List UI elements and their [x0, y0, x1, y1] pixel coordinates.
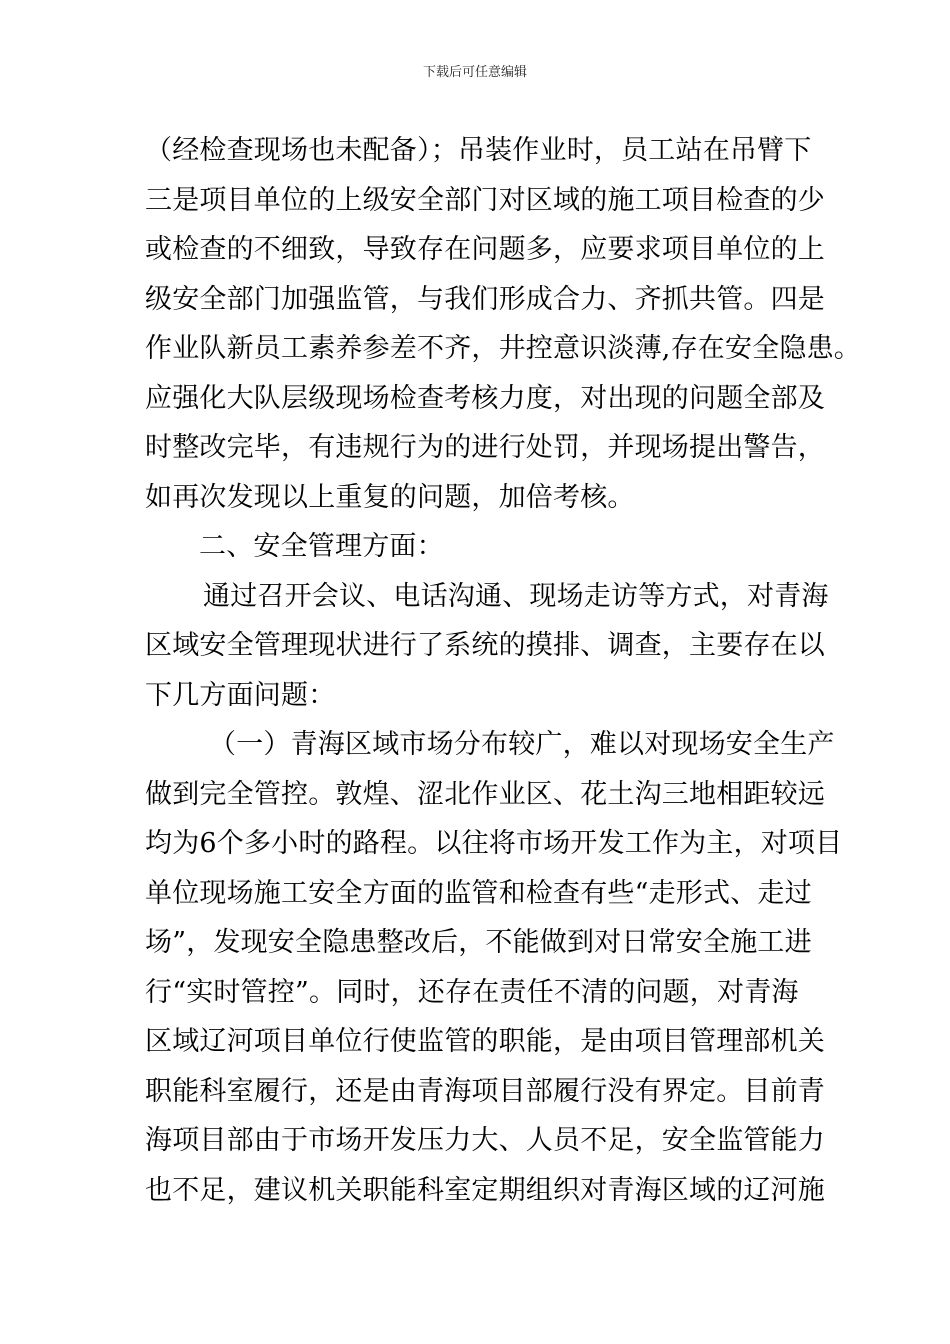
text-line: 区域安全管理现状进行了系统的摸排、调查，主要存在以 — [145, 630, 825, 661]
text-line: 海项目部由于市场开发压力大、人员不足，安全监管能力 — [145, 1125, 825, 1156]
text-line: 职能科室履行，还是由青海项目部履行没有界定。目前青 — [145, 1075, 825, 1107]
text-line: 行“实时管控”。同时，还存在责任不清的问题，对青海 — [145, 976, 799, 1008]
subsection-line: （一）青海区域市场分布较广，难以对现场安全生产 — [209, 729, 835, 760]
text-line: 时整改完毕，有违规行为的进行处罚，并现场提出警告， — [145, 432, 825, 463]
text-line: 通过召开会议、电话沟通、现场走访等方式，对青海 — [203, 580, 829, 612]
section-heading: 二、安全管理方面： — [199, 531, 444, 562]
text-line: 下几方面问题： — [145, 679, 336, 711]
text-line: 如再次发现以上重复的问题，加倍考核。 — [145, 481, 635, 513]
page-header: 下载后可任意编辑 — [422, 65, 527, 80]
text-line: 也不足，建议机关职能科室定期组织对青海区域的辽河施 — [145, 1174, 825, 1206]
text-line: 或检查的不细致，导致存在问题多，应要求项目单位的上 — [145, 234, 825, 265]
text-line: 应强化大队层级现场检查考核力度，对出现的问题全部及 — [145, 382, 825, 414]
text-line: 均为6个多小时的路程。以往将市场开发工作为主，对项目 — [145, 828, 843, 859]
text-line: 单位现场施工安全方面的监管和检查有些“走形式、走过 — [145, 877, 812, 909]
document-body — [145, 126, 861, 1215]
text-line: 做到完全管控。敦煌、涩北作业区、花土沟三地相距较远 — [145, 778, 825, 810]
text-line: 作业队新员工素养参差不齐，井控意识淡薄,存在安全隐患。 — [145, 333, 861, 364]
text-line: 区域辽河项目单位行使监管的职能，是由项目管理部机关 — [145, 1026, 825, 1057]
text-line: （经检查现场也未配备）；吊装作业时，员工站在吊臂下 — [145, 135, 812, 166]
text-line: 场”，发现安全隐患整改后，不能做到对日常安全施工进 — [145, 927, 812, 958]
text-line: 级安全部门加强监管，与我们形成合力、齐抓共管。四是 — [145, 283, 825, 315]
text-line: 三是项目单位的上级安全部门对区域的施工项目检查的少 — [145, 184, 825, 216]
